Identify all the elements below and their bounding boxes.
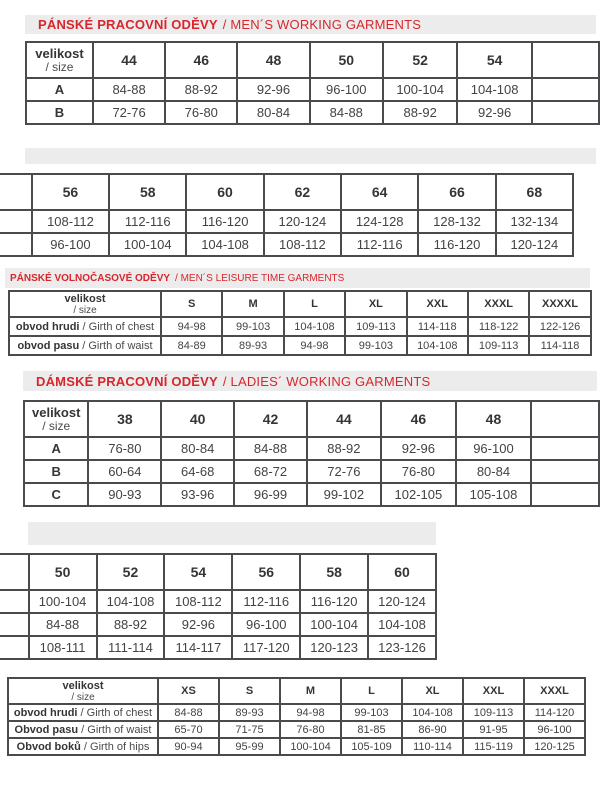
value-cell: 76-80 (165, 101, 237, 124)
header-row (9, 291, 591, 317)
row-label-english: / Girth of hips (83, 740, 150, 753)
size-column-header: 66 (418, 174, 495, 210)
clipped-value-cell (531, 437, 599, 460)
size-column-header: 56 (232, 554, 300, 590)
value-cell: 92-96 (381, 437, 456, 460)
value-cell: 104-108 (368, 613, 436, 636)
row-label-cell (9, 336, 161, 355)
value-cell: 114-120 (524, 704, 585, 721)
value-cell: 65-70 (158, 721, 219, 738)
value-cell: 116-120 (418, 233, 495, 256)
value-cell: 72-76 (93, 101, 165, 124)
value-cell: 80-84 (456, 460, 531, 483)
value-cell: 84-88 (310, 101, 383, 124)
value-cell: 108-111 (29, 636, 97, 659)
value-cell: 84-88 (234, 437, 307, 460)
value-cell: 108-112 (32, 210, 109, 233)
size-column-header: XXXL (468, 291, 529, 317)
value-cell: 88-92 (97, 613, 165, 636)
table-row (24, 483, 599, 506)
value-cell: 88-92 (383, 101, 457, 124)
clipped-column-header (532, 42, 599, 78)
value-cell: 123-126 (368, 636, 436, 659)
row-label-cell (0, 613, 29, 636)
size-column-header: 54 (457, 42, 531, 78)
corner-cell (8, 678, 158, 704)
value-cell: 104-108 (457, 78, 531, 101)
separator-band (25, 148, 596, 164)
ladies-working-table-part2-wrap (0, 553, 437, 669)
size-column-header: S (219, 678, 280, 704)
table-row (0, 590, 436, 613)
corner-cell (24, 401, 88, 437)
value-cell: 89-93 (219, 704, 280, 721)
size-column-header: S (161, 291, 222, 317)
value-cell: 71-75 (219, 721, 280, 738)
value-cell: 120-123 (300, 636, 368, 659)
value-cell: 99-103 (222, 317, 283, 336)
value-cell: 96-100 (524, 721, 585, 738)
section-title-ladies-working (23, 371, 597, 391)
value-cell: 112-116 (341, 233, 418, 256)
corner-line-czech: velikost (64, 292, 106, 305)
value-cell: 99-103 (345, 336, 406, 355)
size-column-header: 44 (307, 401, 381, 437)
value-cell: 86-90 (402, 721, 463, 738)
size-column-header: XXL (463, 678, 524, 704)
size-column-header: 40 (161, 401, 234, 437)
row-label-cell (8, 704, 158, 721)
row-label-english: / Girth of chest (82, 320, 155, 333)
row-label-cell: C (24, 483, 88, 506)
table-row (8, 721, 585, 738)
row-label-cell (8, 738, 158, 755)
value-cell: 104-108 (186, 233, 263, 256)
men-working-table-part2-wrap (0, 173, 574, 266)
value-cell: 89-93 (222, 336, 283, 355)
men-working-sizes-44-54-table (25, 41, 600, 125)
value-cell: 122-126 (529, 317, 590, 336)
size-column-header: 60 (186, 174, 263, 210)
size-column-header: XL (345, 291, 406, 317)
value-cell: 116-120 (300, 590, 368, 613)
men-working-table-part1-wrap (25, 41, 600, 134)
row-label-cell: B (26, 101, 93, 124)
value-cell: 102-105 (381, 483, 456, 506)
row-label-czech: obvod hrudi (15, 320, 80, 333)
value-cell: 96-100 (310, 78, 383, 101)
value-cell: 88-92 (165, 78, 237, 101)
size-column-header: 56 (32, 174, 109, 210)
value-cell: 120-124 (264, 210, 341, 233)
row-label-cell: A (26, 78, 93, 101)
table-row (26, 78, 599, 101)
size-column-header: L (284, 291, 345, 317)
value-cell: 84-88 (93, 78, 165, 101)
corner-line-czech: velikost (35, 46, 84, 61)
value-cell: 120-124 (368, 590, 436, 613)
size-column-header: 48 (456, 401, 531, 437)
section-title-english: / MEN´S WORKING GARMENTS (222, 17, 422, 32)
corner-cell (0, 174, 32, 210)
value-cell: 64-68 (161, 460, 234, 483)
table-row (9, 336, 591, 355)
table-row (8, 704, 585, 721)
value-cell: 105-108 (456, 483, 531, 506)
table-row (26, 101, 599, 124)
value-cell: 96-100 (456, 437, 531, 460)
row-label-czech: obvod pasu (17, 339, 80, 352)
value-cell: 72-76 (307, 460, 381, 483)
value-cell: 84-88 (158, 704, 219, 721)
size-column-header: 52 (383, 42, 457, 78)
value-cell: 96-100 (232, 613, 300, 636)
size-column-header: XS (158, 678, 219, 704)
corner-line-english: / size (42, 419, 71, 433)
value-cell: 88-92 (307, 437, 381, 460)
value-cell: 112-116 (232, 590, 300, 613)
table-row (9, 317, 591, 336)
ladies-measurements-table-wrap (7, 677, 587, 766)
corner-line-czech: velikost (62, 679, 104, 692)
value-cell: 114-118 (529, 336, 590, 355)
corner-line-czech: velikost (32, 405, 81, 420)
men-leisure-table-wrap (8, 290, 594, 368)
value-cell: 109-113 (345, 317, 406, 336)
size-column-header: 42 (234, 401, 307, 437)
value-cell: 120-124 (496, 233, 573, 256)
size-column-header: 44 (93, 42, 165, 78)
row-label-czech: obvod hrudi (13, 706, 78, 719)
value-cell: 92-96 (164, 613, 232, 636)
value-cell: 91-95 (463, 721, 524, 738)
value-cell: 111-114 (97, 636, 165, 659)
row-label-cell (0, 210, 32, 233)
clipped-value-cell (531, 483, 599, 506)
corner-line-english: / size (71, 691, 95, 703)
size-column-header: 68 (496, 174, 573, 210)
value-cell: 76-80 (280, 721, 341, 738)
row-label-cell: B (24, 460, 88, 483)
value-cell: 95-99 (219, 738, 280, 755)
size-column-header: M (222, 291, 283, 317)
value-cell: 92-96 (457, 101, 531, 124)
separator-band (28, 522, 436, 545)
size-column-header: 50 (310, 42, 383, 78)
header-row (0, 174, 573, 210)
clipped-value-cell (532, 101, 599, 124)
value-cell: 108-112 (264, 233, 341, 256)
value-cell: 114-118 (407, 317, 468, 336)
value-cell: 118-122 (468, 317, 529, 336)
value-cell: 80-84 (161, 437, 234, 460)
value-cell: 96-100 (32, 233, 109, 256)
value-cell: 112-116 (109, 210, 186, 233)
value-cell: 105-109 (341, 738, 402, 755)
value-cell: 76-80 (88, 437, 161, 460)
value-cell: 108-112 (164, 590, 232, 613)
size-column-header: 48 (237, 42, 309, 78)
value-cell: 68-72 (234, 460, 307, 483)
value-cell: 60-64 (88, 460, 161, 483)
corner-cell (9, 291, 161, 317)
men-working-sizes-56-68-table (0, 173, 574, 257)
value-cell: 94-98 (284, 336, 345, 355)
value-cell: 104-108 (284, 317, 345, 336)
value-cell: 90-93 (88, 483, 161, 506)
value-cell: 100-104 (29, 590, 97, 613)
value-cell: 100-104 (300, 613, 368, 636)
corner-line-english: / size (45, 60, 74, 74)
size-column-header: XL (402, 678, 463, 704)
value-cell: 100-104 (383, 78, 457, 101)
value-cell: 128-132 (418, 210, 495, 233)
size-column-header: 52 (97, 554, 165, 590)
value-cell: 76-80 (381, 460, 456, 483)
value-cell: 80-84 (237, 101, 309, 124)
value-cell: 104-108 (407, 336, 468, 355)
size-column-header: 62 (264, 174, 341, 210)
header-row (26, 42, 599, 78)
value-cell: 124-128 (341, 210, 418, 233)
value-cell: 114-117 (164, 636, 232, 659)
men-leisure-measurements-table (8, 290, 592, 356)
row-label-english: / Girth of waist (82, 339, 153, 352)
value-cell: 93-96 (161, 483, 234, 506)
value-cell: 99-103 (341, 704, 402, 721)
row-label-czech: Obvod boků (16, 740, 81, 753)
value-cell: 99-102 (307, 483, 381, 506)
size-column-header: 64 (341, 174, 418, 210)
value-cell: 104-108 (402, 704, 463, 721)
value-cell: 100-104 (109, 233, 186, 256)
corner-line-english: / size (73, 304, 97, 316)
size-column-header: M (280, 678, 341, 704)
ladies-measurements-table (7, 677, 586, 756)
size-column-header: 46 (381, 401, 456, 437)
corner-cell (26, 42, 93, 78)
header-row (8, 678, 585, 704)
table-row (24, 437, 599, 460)
size-column-header: 46 (165, 42, 237, 78)
size-column-header: XXXXL (529, 291, 590, 317)
size-column-header: 58 (300, 554, 368, 590)
ladies-working-sizes-50-60-table (0, 553, 437, 660)
value-cell: 104-108 (97, 590, 165, 613)
row-label-cell: A (24, 437, 88, 460)
size-column-header: 38 (88, 401, 161, 437)
value-cell: 81-85 (341, 721, 402, 738)
size-column-header: XXXL (524, 678, 585, 704)
value-cell: 92-96 (237, 78, 309, 101)
clipped-value-cell (531, 460, 599, 483)
section-title-men-leisure (5, 268, 590, 288)
value-cell: 110-114 (402, 738, 463, 755)
size-column-header: 58 (109, 174, 186, 210)
table-row (0, 613, 436, 636)
section-title-english: / MEN´S LEISURE TIME GARMENTS (175, 272, 345, 284)
section-title-czech: PÁNSKÉ PRACOVNÍ ODĚVY (38, 17, 218, 32)
header-row (0, 554, 436, 590)
size-column-header: XXL (407, 291, 468, 317)
value-cell: 94-98 (161, 317, 222, 336)
clipped-column-header (531, 401, 599, 437)
row-label-cell (8, 721, 158, 738)
row-label-cell (0, 590, 29, 613)
size-column-header: L (341, 678, 402, 704)
row-label-czech: Obvod pasu (14, 723, 79, 736)
value-cell: 109-113 (463, 704, 524, 721)
value-cell: 90-94 (158, 738, 219, 755)
value-cell: 84-88 (29, 613, 97, 636)
table-row (0, 233, 573, 256)
row-label-cell (9, 317, 161, 336)
ladies-working-sizes-38-48-table (23, 400, 600, 507)
size-column-header: 54 (164, 554, 232, 590)
row-label-cell (0, 636, 29, 659)
section-title-men-working (25, 15, 596, 34)
table-row (8, 738, 585, 755)
value-cell: 132-134 (496, 210, 573, 233)
corner-cell (0, 554, 29, 590)
table-row (0, 210, 573, 233)
section-title-english: / LADIES´ WORKING GARMENTS (222, 373, 431, 389)
table-row (24, 460, 599, 483)
value-cell: 109-113 (468, 336, 529, 355)
value-cell: 120-125 (524, 738, 585, 755)
size-column-header: 50 (29, 554, 97, 590)
row-label-english: / Girth of chest (80, 706, 153, 719)
value-cell: 94-98 (280, 704, 341, 721)
header-row (24, 401, 599, 437)
row-label-english: / Girth of waist (81, 723, 152, 736)
section-title-czech: PÁNSKÉ VOLNOČASOVÉ ODĚVY (10, 272, 171, 284)
value-cell: 115-119 (463, 738, 524, 755)
value-cell: 84-89 (161, 336, 222, 355)
value-cell: 117-120 (232, 636, 300, 659)
value-cell: 96-99 (234, 483, 307, 506)
ladies-working-table-part1-wrap (23, 400, 600, 516)
table-row (0, 636, 436, 659)
value-cell: 100-104 (280, 738, 341, 755)
size-column-header: 60 (368, 554, 436, 590)
clipped-value-cell (532, 78, 599, 101)
section-title-czech: DÁMSKÉ PRACOVNÍ ODĚVY (36, 373, 218, 389)
row-label-cell (0, 233, 32, 256)
value-cell: 116-120 (186, 210, 263, 233)
